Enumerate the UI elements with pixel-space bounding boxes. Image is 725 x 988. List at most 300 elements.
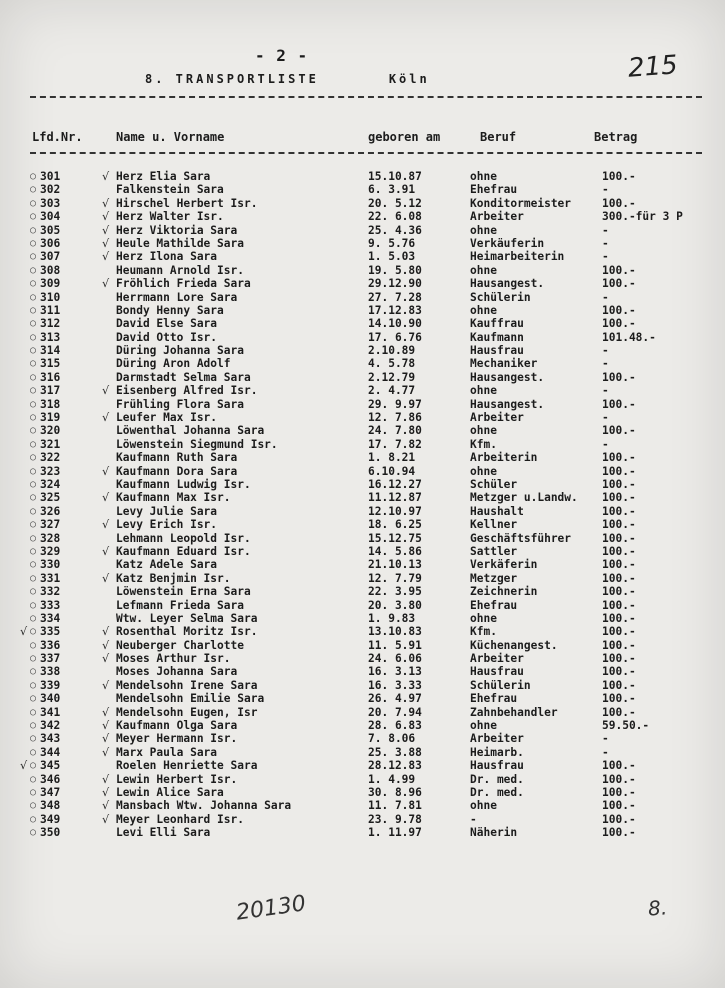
row-check: √ [102,571,110,585]
row-number: 311 [40,303,61,317]
row-amount: 100.- [602,303,636,317]
row-birthdate: 13.10.83 [368,625,422,639]
row-circle-mark: ○ [30,492,37,504]
row-name: Fröhlich Frieda Sara [116,277,251,291]
row-birthdate: 2. 4.77 [368,384,416,398]
row-birthdate: 21.10.13 [368,558,422,572]
list-row [0,277,725,290]
row-circle-mark: ○ [30,519,37,531]
list-row [0,746,725,759]
row-birthdate: 12.10.97 [368,504,422,518]
row-occupation: ohne [470,170,497,183]
row-number: 331 [40,571,61,585]
row-birthdate: 1. 11.97 [368,826,422,840]
row-birthdate: 22. 3.95 [368,585,422,599]
row-circle-mark: ○ [30,197,37,209]
row-amount: 100.- [602,705,636,719]
row-number: 334 [40,611,61,625]
row-number: 332 [40,585,61,599]
row-check: √ [102,411,110,425]
row-occupation: Verkäuferin [470,236,545,250]
row-amount: - [602,344,609,358]
row-amount: 100.- [602,397,636,411]
row-circle-mark: ○ [30,773,37,785]
list-row [0,692,725,705]
row-name: Kaufmann Max Isr. [116,491,231,505]
handwritten-note: 20130 [234,891,308,926]
row-amount: 100.- [602,370,636,384]
list-row [0,759,725,772]
row-margin-check: √ [20,759,28,773]
row-number: 308 [40,263,61,277]
row-occupation: Hausfrau [470,665,524,679]
row-amount: - [602,384,609,398]
row-occupation: ohne [470,424,497,438]
list-row [0,572,725,585]
row-name: Löwenstein Siegmund Isr. [116,437,278,451]
row-number: 304 [40,210,61,224]
row-birthdate: 17. 6.76 [368,330,422,344]
row-amount: - [602,437,609,451]
row-amount: 100.- [602,585,636,599]
row-number: 306 [40,236,61,250]
row-birthdate: 12. 7.79 [368,571,422,585]
row-number: 305 [40,223,61,237]
row-check: √ [102,772,110,786]
row-circle-mark: ○ [30,465,37,477]
row-number: 325 [40,491,61,505]
row-birthdate: 14.10.90 [368,317,422,331]
divider [30,152,702,154]
row-birthdate: 19. 5.80 [368,263,422,277]
column-header-amount: Betrag [594,130,638,144]
row-amount: 100.- [602,678,636,692]
row-birthdate: 11.12.87 [368,491,422,505]
row-birthdate: 1. 9.83 [368,611,416,625]
row-check: √ [102,625,110,639]
row-name: Katz Benjmin Isr. [116,571,231,585]
row-name: Löwenthal Johanna Sara [116,424,265,438]
list-row [0,813,725,826]
row-amount: 100.- [602,558,636,572]
row-occupation: Ehefrau [470,183,518,197]
row-occupation: ohne [470,303,497,317]
row-amount: - [602,250,609,264]
row-circle-mark: ○ [30,572,37,584]
row-amount: - [602,223,609,237]
row-amount: 101.48.- [602,330,656,344]
row-circle-mark: ○ [30,211,37,223]
row-birthdate: 20. 3.80 [368,598,422,612]
row-birthdate: 4. 5.78 [368,357,416,371]
row-circle-mark: ○ [30,626,37,638]
row-number: 324 [40,477,61,491]
row-occupation: Ehefrau [470,598,518,612]
list-row [0,183,725,196]
row-name: Lewin Herbert Isr. [116,772,238,786]
list-row [0,371,725,384]
row-name: Bondy Henny Sara [116,303,224,317]
row-birthdate: 25. 3.88 [368,745,422,759]
row-number: 307 [40,250,61,264]
row-birthdate: 20. 5.12 [368,196,422,210]
row-birthdate: 24. 6.06 [368,652,422,666]
list-row [0,224,725,237]
row-amount: 100.- [602,799,636,813]
row-occupation: Kellner [470,518,518,532]
row-number: 343 [40,732,61,746]
list-row [0,599,725,612]
row-name: Levi Elli Sara [116,826,211,840]
row-circle-mark: ○ [30,612,37,624]
row-name: Kaufmann Ludwig Isr. [116,477,251,491]
row-amount: 100.- [602,571,636,585]
row-name: Mendelsohn Eugen, Isr [116,705,258,719]
row-circle-mark: ○ [30,371,37,383]
row-name: Mansbach Wtw. Johanna Sara [116,799,292,813]
row-occupation: Hausangest. [470,370,545,384]
row-number: 319 [40,411,61,425]
row-name: Lehmann Leopold Isr. [116,531,251,545]
row-circle-mark: ○ [30,264,37,276]
row-number: 316 [40,370,61,384]
list-row [0,384,725,397]
list-row [0,197,725,210]
row-circle-mark: ○ [30,653,37,665]
row-circle-mark: ○ [30,331,37,343]
row-amount: - [602,732,609,746]
row-name: Herrmann Lore Sara [116,290,238,304]
row-name: Eisenberg Alfred Isr. [116,384,258,398]
row-name: Moses Arthur Isr. [116,652,231,666]
row-amount: 100.- [602,665,636,679]
row-check: √ [102,518,110,532]
row-number: 320 [40,424,61,438]
row-check: √ [102,384,110,398]
divider [30,96,702,98]
row-number: 301 [40,170,61,183]
row-number: 312 [40,317,61,331]
row-number: 328 [40,531,61,545]
row-check: √ [102,491,110,505]
row-occupation: Haushalt [470,504,524,518]
row-birthdate: 28. 6.83 [368,719,422,733]
row-amount: 100.- [602,611,636,625]
row-birthdate: 2.10.89 [368,344,416,358]
row-name: Rosenthal Moritz Isr. [116,625,258,639]
list-row [0,505,725,518]
row-birthdate: 16. 3.33 [368,678,422,692]
folio-number: 215 [627,50,679,84]
row-birthdate: 2.12.79 [368,370,416,384]
row-birthdate: 14. 5.86 [368,544,422,558]
row-circle-mark: ○ [30,398,37,410]
row-circle-mark: ○ [30,425,37,437]
row-circle-mark: ○ [30,733,37,745]
row-amount: 100.- [602,424,636,438]
row-circle-mark: ○ [30,827,37,839]
row-occupation: Sattler [470,544,518,558]
row-amount: 100.- [602,263,636,277]
column-header-job: Beruf [480,130,517,144]
row-name: Marx Paula Sara [116,745,218,759]
handwritten-mark: 8. [647,895,668,921]
row-circle-mark: ○ [30,679,37,691]
row-occupation: Schüler [470,477,518,491]
row-occupation: Geschäftsführer [470,531,572,545]
row-occupation: Küchenangest. [470,638,558,652]
row-amount: 100.- [602,772,636,786]
row-circle-mark: ○ [30,291,37,303]
row-birthdate: 9. 5.76 [368,236,416,250]
row-birthdate: 6.10.94 [368,464,416,478]
row-name: David Else Sara [116,317,218,331]
row-number: 347 [40,785,61,799]
row-name: Mendelsohn Irene Sara [116,678,258,692]
row-birthdate: 16.12.27 [368,477,422,491]
row-amount: 300.-für 3 P [602,210,683,224]
row-occupation: ohne [470,611,497,625]
row-birthdate: 29.12.90 [368,277,422,291]
row-occupation: ohne [470,719,497,733]
list-row [0,773,725,786]
row-number: 345 [40,759,61,773]
row-check: √ [102,719,110,733]
row-occupation: Heimarbeiterin [470,250,565,264]
list-row [0,398,725,411]
row-circle-mark: ○ [30,760,37,772]
row-name: Mendelsohn Emilie Sara [116,692,265,706]
row-amount: 100.- [602,826,636,840]
row-name: Löwenstein Erna Sara [116,585,251,599]
row-birthdate: 26. 4.97 [368,692,422,706]
row-number: 303 [40,196,61,210]
row-birthdate: 25. 4.36 [368,223,422,237]
row-number: 333 [40,598,61,612]
row-birthdate: 7. 8.06 [368,732,416,746]
row-number: 344 [40,745,61,759]
row-name: Lefmann Frieda Sara [116,598,244,612]
row-number: 317 [40,384,61,398]
page-number: - 2 - [255,46,309,65]
row-amount: - [602,290,609,304]
row-amount: 100.- [602,785,636,799]
list-row [0,357,725,370]
row-number: 335 [40,625,61,639]
list-row [0,545,725,558]
list-row [0,291,725,304]
row-name: Lewin Alice Sara [116,785,224,799]
row-name: Meyer Leonhard Isr. [116,812,244,826]
row-name: Kaufmann Ruth Sara [116,451,238,465]
list-row [0,652,725,665]
row-name: Levy Julie Sara [116,504,218,518]
row-name: Moses Johanna Sara [116,665,238,679]
row-check: √ [102,678,110,692]
row-amount: - [602,183,609,197]
list-row [0,317,725,330]
list-row [0,532,725,545]
row-birthdate: 11. 7.81 [368,799,422,813]
list-row [0,625,725,638]
row-number: 330 [40,558,61,572]
row-number: 340 [40,692,61,706]
row-circle-mark: ○ [30,184,37,196]
row-birthdate: 15.12.75 [368,531,422,545]
row-occupation: Zeichnerin [470,585,538,599]
row-circle-mark: ○ [30,237,37,249]
row-name: Katz Adele Sara [116,558,218,572]
row-name: David Otto Isr. [116,330,218,344]
row-circle-mark: ○ [30,438,37,450]
row-occupation: Arbeiter [470,411,524,425]
row-circle-mark: ○ [30,532,37,544]
column-header-born: geboren am [368,130,441,144]
row-occupation: Näherin [470,826,518,840]
list-row [0,331,725,344]
row-amount: 100.- [602,317,636,331]
row-birthdate: 30. 8.96 [368,785,422,799]
row-check: √ [102,223,110,237]
row-birthdate: 15.10.87 [368,170,422,183]
row-circle-mark: ○ [30,559,37,571]
row-name: Levy Erich Isr. [116,518,218,532]
row-amount: 100.- [602,638,636,652]
row-occupation: Ehefrau [470,692,518,706]
row-name: Neuberger Charlotte [116,638,244,652]
row-number: 321 [40,437,61,451]
row-amount: 100.- [602,812,636,826]
row-amount: 100.- [602,598,636,612]
row-circle-mark: ○ [30,639,37,651]
row-amount: 100.- [602,451,636,465]
row-circle-mark: ○ [30,251,37,263]
row-birthdate: 29. 9.97 [368,397,422,411]
list-row [0,438,725,451]
row-birthdate: 28.12.83 [368,759,422,773]
column-header-nr: Lfd.Nr. [32,130,83,144]
row-circle-mark: ○ [30,813,37,825]
row-birthdate: 1. 4.99 [368,772,416,786]
row-circle-mark: ○ [30,706,37,718]
list-row [0,826,725,839]
row-number: 342 [40,719,61,733]
row-name: Herz Elia Sara [116,170,211,183]
list-row [0,304,725,317]
row-occupation: Arbeiterin [470,451,538,465]
row-occupation: Hausangest. [470,397,545,411]
row-number: 329 [40,544,61,558]
row-number: 338 [40,665,61,679]
row-circle-mark: ○ [30,800,37,812]
row-check: √ [102,799,110,813]
row-amount: - [602,411,609,425]
row-name: Kaufmann Eduard Isr. [116,544,251,558]
row-occupation: - [470,812,477,826]
row-number: 302 [40,183,61,197]
row-circle-mark: ○ [30,666,37,678]
row-check: √ [102,196,110,210]
row-circle-mark: ○ [30,693,37,705]
row-check: √ [102,785,110,799]
row-number: 341 [40,705,61,719]
document-title [145,72,430,86]
row-number: 326 [40,504,61,518]
row-number: 315 [40,357,61,371]
row-birthdate: 23. 9.78 [368,812,422,826]
row-occupation: ohne [470,464,497,478]
row-amount: 100.- [602,170,636,183]
list-row [0,612,725,625]
row-circle-mark: ○ [30,318,37,330]
row-circle-mark: ○ [30,586,37,598]
row-check: √ [102,464,110,478]
list-row [0,558,725,571]
row-name: Heule Mathilde Sara [116,236,244,250]
row-occupation: ohne [470,384,497,398]
list-row [0,732,725,745]
row-birthdate: 22. 6.08 [368,210,422,224]
row-circle-mark: ○ [30,452,37,464]
row-number: 318 [40,397,61,411]
row-occupation: Arbeiter [470,210,524,224]
row-amount: 100.- [602,531,636,545]
row-name: Düring Aron Adolf [116,357,231,371]
list-row [0,719,725,732]
row-occupation: Arbeiter [470,652,524,666]
row-birthdate: 1. 5.03 [368,250,416,264]
list-row [0,491,725,504]
row-birthdate: 27. 7.28 [368,290,422,304]
list-row [0,639,725,652]
row-check: √ [102,732,110,746]
row-amount: 100.- [602,518,636,532]
row-name: Frühling Flora Sara [116,397,244,411]
row-circle-mark: ○ [30,545,37,557]
row-name: Falkenstein Sara [116,183,224,197]
row-occupation: Dr. med. [470,785,524,799]
row-amount: - [602,745,609,759]
row-amount: 100.- [602,544,636,558]
row-number: 310 [40,290,61,304]
row-circle-mark: ○ [30,304,37,316]
row-circle-mark: ○ [30,478,37,490]
row-number: 309 [40,277,61,291]
row-circle-mark: ○ [30,171,37,182]
row-check: √ [102,745,110,759]
row-occupation: Hausfrau [470,344,524,358]
row-name: Herz Walter Isr. [116,210,224,224]
row-check: √ [102,210,110,224]
row-occupation: Kfm. [470,437,497,451]
row-number: 339 [40,678,61,692]
list-row [0,679,725,692]
row-number: 348 [40,799,61,813]
row-name: Kaufmann Dora Sara [116,464,238,478]
list-row [0,170,725,183]
row-birthdate: 17. 7.82 [368,437,422,451]
row-birthdate: 24. 7.80 [368,424,422,438]
row-birthdate: 6. 3.91 [368,183,416,197]
row-amount: 100.- [602,759,636,773]
row-occupation: Metzger u.Landw. [470,491,578,505]
row-occupation: Schülerin [470,678,531,692]
row-occupation: Schülerin [470,290,531,304]
row-occupation: Zahnbehandler [470,705,558,719]
list-row [0,237,725,250]
list-row [0,786,725,799]
row-occupation: ohne [470,799,497,813]
